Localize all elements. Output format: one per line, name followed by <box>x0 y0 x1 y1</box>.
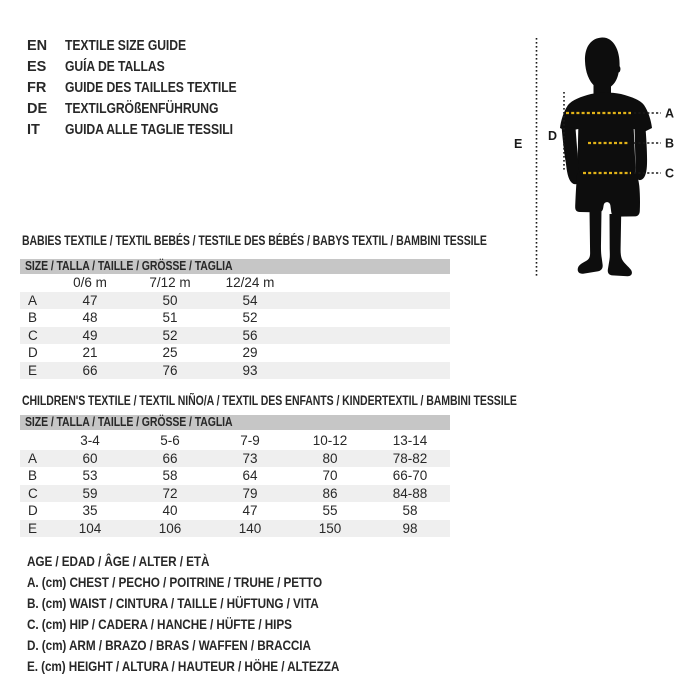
size-value: 47 <box>242 503 258 518</box>
size-value: 66 <box>162 450 178 466</box>
language-row <box>27 57 269 78</box>
measurement-legend <box>27 551 399 677</box>
guide-title: GUIDE DES TAILLES TEXTILE <box>65 80 237 96</box>
size-value: 140 <box>238 520 262 536</box>
language-row <box>27 99 269 120</box>
size-value: 47 <box>82 292 98 308</box>
size-value: 40 <box>162 503 178 518</box>
language-code: EN <box>27 38 48 54</box>
size-value: 58 <box>402 503 418 518</box>
size-value: 66 <box>82 362 98 378</box>
babies-size-header-bar: SIZE / TALLA / TAILLE / GRÖSSE / TAGLIA <box>20 259 450 274</box>
row-label: D <box>28 345 38 360</box>
babies-size-table <box>20 274 450 379</box>
column-header: 12/24 m <box>225 275 275 290</box>
size-value: 59 <box>82 485 98 501</box>
row-label: C <box>28 485 38 501</box>
legend-hip: C. (cm) HIP / CADERA / HANCHE / HÜFTE / HIPS <box>27 616 292 632</box>
language-title-list <box>27 36 269 141</box>
size-value: 64 <box>242 468 258 483</box>
row-label: C <box>28 327 38 343</box>
row-label: A <box>28 292 38 308</box>
size-value: 73 <box>242 450 258 466</box>
size-value: 56 <box>242 327 258 343</box>
row-label: E <box>28 520 38 536</box>
column-header: 13-14 <box>392 433 428 448</box>
column-header: 10-12 <box>312 433 348 448</box>
language-code: FR <box>27 80 47 96</box>
language-row <box>27 78 269 99</box>
guide-title: TEXTILE SIZE GUIDE <box>65 38 186 54</box>
column-header-row <box>20 432 450 450</box>
size-value: 50 <box>162 292 178 308</box>
children-section-title: CHILDREN'S TEXTILE / TEXTIL NIÑO/A / TEXTIL DES ENFANTS / KINDERTEXTIL / BAMBINI TESSILE <box>22 393 517 408</box>
table-row <box>20 450 450 468</box>
size-value: 106 <box>158 520 182 536</box>
size-value: 72 <box>162 485 178 501</box>
size-value: 54 <box>242 292 258 308</box>
label-height: E <box>514 137 523 151</box>
language-row <box>27 36 269 57</box>
row-label: B <box>28 310 38 325</box>
guide-title: GUIDA ALLE TAGLIE TESSILI <box>65 122 233 138</box>
language-code: DE <box>27 101 48 117</box>
size-value: 98 <box>402 520 418 536</box>
table-row <box>20 502 450 520</box>
size-value: 35 <box>82 503 98 518</box>
guide-title: GUÍA DE TALLAS <box>65 59 165 75</box>
size-value: 51 <box>162 310 178 325</box>
label-chest: A <box>665 106 675 121</box>
language-code: IT <box>27 122 40 138</box>
table-row <box>20 485 450 503</box>
row-label: D <box>28 503 38 518</box>
label-waist: B <box>665 136 675 151</box>
table-row <box>20 327 450 345</box>
language-code: ES <box>27 59 47 75</box>
size-value: 84-88 <box>392 485 428 501</box>
babies-section-title: BABIES TEXTILE / TEXTIL BEBÉS / TESTILE DES BÉBÉS / BABYS TEXTIL / BAMBINI TESSILE <box>22 233 487 248</box>
size-value: 21 <box>82 345 98 360</box>
column-header: 0/6 m <box>73 275 107 290</box>
table-row <box>20 520 450 538</box>
legend-age: AGE / EDAD / ÂGE / ALTER / ETÀ <box>27 553 210 569</box>
size-value: 70 <box>322 468 338 483</box>
column-header: 5-6 <box>160 433 180 448</box>
size-value: 29 <box>242 345 258 360</box>
size-value: 86 <box>322 485 338 501</box>
legend-arm: D. (cm) ARM / BRAZO / BRAS / WAFFEN / BRACCIA <box>27 637 311 653</box>
size-value: 55 <box>322 503 338 518</box>
legend-waist: B. (cm) WAIST / CINTURA / TAILLE / HÜFTUNG / VITA <box>27 595 319 611</box>
table-row <box>20 309 450 327</box>
size-value: 78-82 <box>392 450 428 466</box>
column-header: 3-4 <box>80 433 100 448</box>
column-header-row <box>20 274 450 292</box>
size-value: 79 <box>242 485 258 501</box>
column-header: 7-9 <box>240 433 260 448</box>
size-value: 80 <box>322 450 338 466</box>
language-row <box>27 120 269 141</box>
size-value: 58 <box>162 468 178 483</box>
size-value: 150 <box>318 520 342 536</box>
size-value: 53 <box>82 468 98 483</box>
size-value: 60 <box>82 450 98 466</box>
table-row <box>20 292 450 310</box>
legend-chest: A. (cm) CHEST / PECHO / POITRINE / TRUHE / PETTO <box>27 574 323 590</box>
table-row <box>20 467 450 485</box>
row-label: A <box>28 450 38 466</box>
table-row <box>20 362 450 380</box>
size-value: 76 <box>162 362 178 378</box>
children-size-header-bar: SIZE / TALLA / TAILLE / GRÖSSE / TAGLIA <box>20 415 450 430</box>
size-value: 48 <box>82 310 98 325</box>
size-value: 93 <box>242 362 258 378</box>
row-label: E <box>28 362 38 378</box>
children-size-table <box>20 432 450 537</box>
label-arm: D <box>548 129 558 143</box>
column-header: 7/12 m <box>149 275 191 290</box>
guide-title: TEXTILGRÖßENFÜHRUNG <box>65 101 219 117</box>
table-row <box>20 344 450 362</box>
size-value: 104 <box>78 520 102 536</box>
row-label: B <box>28 468 38 483</box>
legend-height: E. (cm) HEIGHT / ALTURA / HAUTEUR / HÖHE / ALTEZZA <box>27 658 340 674</box>
size-value: 52 <box>162 327 178 343</box>
size-value: 25 <box>162 345 178 360</box>
label-hip: C <box>665 166 675 181</box>
size-value: 66-70 <box>392 468 428 483</box>
size-value: 49 <box>82 327 98 343</box>
size-value: 52 <box>242 310 258 325</box>
